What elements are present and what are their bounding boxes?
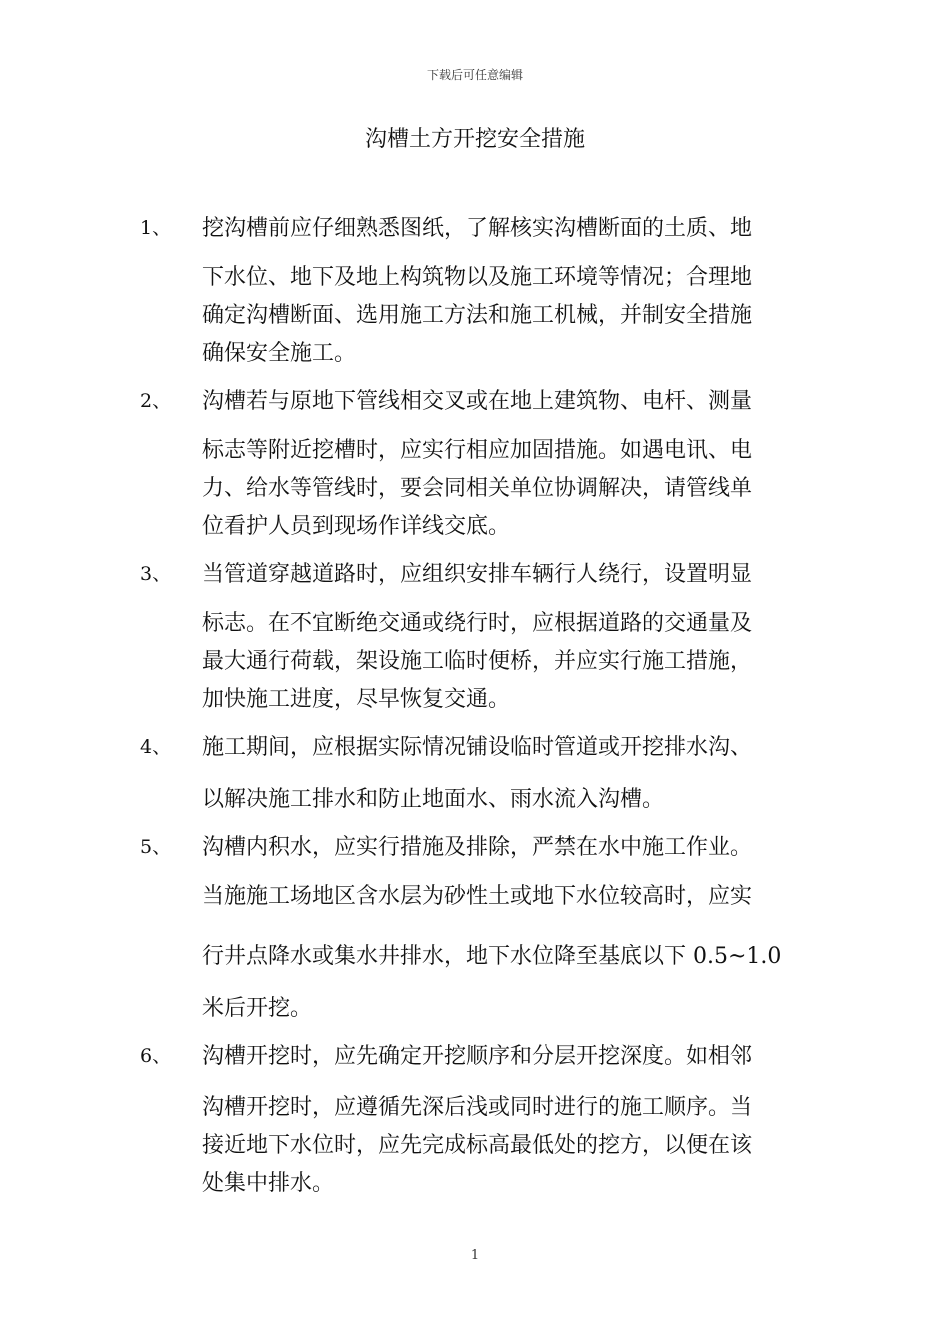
item-text-line: 挖沟槽前应仔细熟悉图纸，了解核实沟槽断面的土质、地 — [202, 216, 753, 241]
page-number: 1 — [470, 1248, 480, 1263]
item-text-line: 处集中排水。 — [202, 1171, 335, 1196]
item-text-line: 沟槽若与原地下管线相交叉或在地上建筑物、电杆、测量 — [202, 389, 753, 414]
item-number: 4、 — [140, 736, 172, 758]
item-text-line: 确保安全施工。 — [202, 341, 357, 366]
item-text-line: 米后开挖。 — [202, 996, 313, 1021]
item-text-line: 当施施工场地区含水层为砂性土或地下水位较高时，应实 — [202, 884, 753, 909]
item-text-line: 下水位、地下及地上构筑物以及施工环境等情况；合理地 — [202, 265, 753, 290]
item-text-line: 行井点降水或集水井排水，地下水位降至基底以下 0.5~1.0 — [202, 944, 782, 969]
header-note: 下载后可任意编辑 — [426, 68, 523, 82]
item-text-line: 接近地下水位时，应先完成标高最低处的挖方，以便在该 — [202, 1133, 753, 1158]
item-text-line: 施工期间，应根据实际情况铺设临时管道或开挖排水沟、 — [202, 735, 753, 760]
item-text-line: 当管道穿越道路时，应组织安排车辆行人绕行，设置明显 — [202, 562, 753, 587]
item-text-line: 最大通行荷载，架设施工临时便桥，并应实行施工措施， — [202, 649, 753, 674]
document-title: 沟槽土方开挖安全措施 — [364, 127, 585, 152]
item-text-line: 力、给水等管线时，要会同相关单位协调解决，请管线单 — [202, 476, 753, 501]
item-text-line: 沟槽内积水，应实行措施及排除，严禁在水中施工作业。 — [202, 835, 753, 860]
item-number: 3、 — [140, 563, 172, 585]
item-text-line: 确定沟槽断面、选用施工方法和施工机械，并制安全措施 — [202, 303, 753, 328]
item-text-line: 沟槽开挖时，应遵循先深后浅或同时进行的施工顺序。当 — [202, 1095, 753, 1120]
item-text-line: 位看护人员到现场作详线交底。 — [202, 514, 511, 539]
item-number: 1、 — [140, 217, 172, 239]
item-text-line: 标志。在不宜断绝交通或绕行时，应根据道路的交通量及 — [202, 611, 753, 636]
item-number: 5、 — [140, 836, 172, 858]
item-text-line: 标志等附近挖槽时，应实行相应加固措施。如遇电讯、电 — [202, 438, 753, 463]
item-text-line: 沟槽开挖时，应先确定开挖顺序和分层开挖深度。如相邻 — [202, 1044, 753, 1069]
item-number: 2、 — [140, 390, 172, 412]
item-text-line: 加快施工进度，尽早恢复交通。 — [202, 687, 511, 712]
item-text-line: 以解决施工排水和防止地面水、雨水流入沟槽。 — [202, 787, 665, 812]
item-number: 6、 — [140, 1045, 172, 1067]
